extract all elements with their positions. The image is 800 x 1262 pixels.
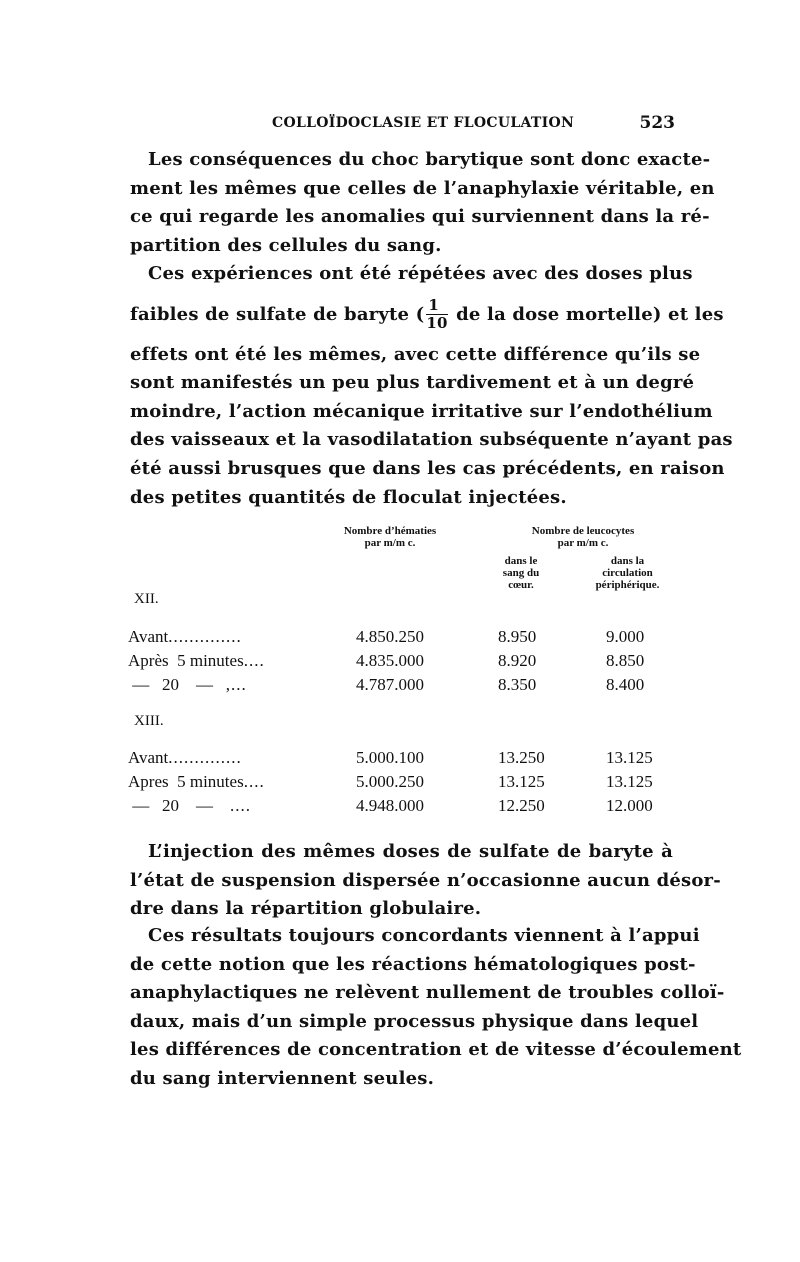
cell-coeur: 13.250 [498, 748, 545, 767]
text-line: des petites quantités de floculat injectées. [130, 486, 567, 508]
cell-coeur: 8.350 [498, 675, 537, 694]
row-label-text: — 20 — [128, 675, 226, 694]
dot-leader: .... [243, 772, 265, 791]
running-title: COLLOÏDOCLASIE ET FLOCULATION [272, 115, 575, 131]
text-line: ce qui regarde les anomalies qui surviennent dans la ré- [130, 206, 710, 228]
text-line: ment les mêmes que celles de l’anaphylaxie véritable, en [130, 177, 715, 199]
paragraph-4 [130, 922, 742, 1094]
dot-leader: .... [230, 796, 251, 815]
table-row [128, 649, 673, 673]
blood-count-table [128, 525, 673, 825]
paragraph-1 [130, 146, 715, 260]
text-line: L’injection des mêmes doses de sulfate de baryte à [148, 841, 673, 862]
row-label [128, 746, 242, 770]
cell-hematies: 5.000.100 [356, 748, 424, 767]
row-label [128, 770, 265, 794]
cell-peripherique: 8.400 [606, 675, 645, 694]
cell-peripherique: 9.000 [606, 627, 645, 646]
table-row [128, 673, 673, 697]
text-line: des vaisseaux et la vasodilatation subséquente n’ayant pas [130, 429, 733, 451]
header-line: sang du [502, 567, 540, 579]
table-row [128, 746, 673, 770]
text-line: de cette notion que les réactions hématologiques post- [130, 953, 696, 975]
page-number: 523 [639, 113, 675, 133]
row-label-text: Avant [128, 627, 169, 646]
text-line: Les conséquences du choc barytique sont donc exacte- [148, 149, 711, 170]
cell-peripherique: 8.850 [606, 651, 645, 670]
row-label [128, 625, 242, 649]
row-label [128, 649, 265, 673]
text-line: Ces expériences ont été répétées avec des doses plus [148, 263, 693, 284]
cell-coeur: 12.250 [498, 796, 545, 815]
header-line: Nombre de leucocytes [531, 525, 635, 537]
text-line: du sang interviennent seules. [130, 1067, 435, 1089]
cell-peripherique: 12.000 [606, 796, 653, 815]
column-header-leucocytes [498, 525, 668, 549]
header-line: par m/m c. [557, 537, 609, 549]
cell-hematies: 4.850.250 [356, 627, 424, 646]
cell-coeur: 8.920 [498, 651, 537, 670]
cell-coeur: 8.950 [498, 627, 537, 646]
text-line: dre dans la répartition globulaire. [130, 898, 482, 920]
cell-hematies: 4.835.000 [356, 651, 424, 670]
row-label [128, 794, 251, 818]
row-label-text: Apres 5 minutes [128, 772, 244, 791]
dot-leader: .............. [168, 627, 242, 646]
header-line: périphérique. [595, 579, 660, 591]
text-line: daux, mais d’un simple processus physique dans lequel [130, 1010, 699, 1032]
cell-peripherique: 13.125 [606, 772, 653, 791]
text-line: moindre, l’action mécanique irritative sur l’endothélium [130, 400, 713, 422]
cell-peripherique: 13.125 [606, 748, 653, 767]
text-segment: faibles de sulfate de baryte ( [130, 303, 425, 325]
column-header-hematies [326, 525, 454, 549]
dot-leader: .... [243, 651, 265, 670]
text-line: Ces résultats toujours concordants viennent à l’appui [148, 925, 700, 946]
header-line: circulation [602, 567, 653, 579]
cell-hematies: 5.000.250 [356, 772, 424, 791]
dot-leader: ,... [225, 675, 247, 694]
fraction-numerator: 1 [426, 298, 447, 315]
table-row [128, 794, 673, 818]
text-line: les différences de concentration et de vitesse d’écoulement [130, 1039, 742, 1061]
row-label-text: — 20 — [128, 796, 230, 815]
table-row [128, 770, 673, 794]
running-header [130, 113, 675, 139]
text-line: sont manifestés un peu plus tardivement et à un degré [130, 372, 695, 394]
column-header-coeur [486, 555, 556, 591]
table-row [128, 625, 673, 649]
dot-leader: .............. [168, 748, 242, 767]
fraction [426, 298, 447, 331]
paragraph-3 [130, 838, 721, 924]
text-line: partition des cellules du sang. [130, 234, 442, 256]
row-label-text: Après 5 minutes [128, 651, 244, 670]
text-line: l’état de suspension dispersée n’occasionne aucun désor- [130, 869, 721, 891]
row-label [128, 673, 247, 697]
paragraph-2 [130, 260, 733, 512]
row-label-text: Avant [128, 748, 169, 767]
cell-hematies: 4.948.000 [356, 796, 424, 815]
text-line: été aussi brusques que dans les cas précédents, en raison [130, 457, 725, 479]
text-line-with-fraction [130, 289, 724, 341]
text-segment: de la dose mortelle) et les [449, 303, 724, 325]
section-label: XII. [134, 591, 159, 607]
text-line: effets ont été les mêmes, avec cette différence qu’ils se [130, 343, 701, 365]
header-line: dans le [504, 555, 538, 567]
header-line: cœur. [508, 579, 534, 591]
cell-hematies: 4.787.000 [356, 675, 424, 694]
header-line: Nombre d’hématies [343, 525, 437, 537]
text-line: anaphylactiques ne relèvent nullement de troubles colloï- [130, 982, 725, 1004]
fraction-denominator: 10 [426, 314, 448, 333]
cell-coeur: 13.125 [498, 772, 545, 791]
column-header-peripherique [580, 555, 675, 591]
header-line: par m/m c. [364, 537, 416, 549]
section-label: XIII. [134, 713, 164, 729]
header-line: dans la [610, 555, 645, 567]
